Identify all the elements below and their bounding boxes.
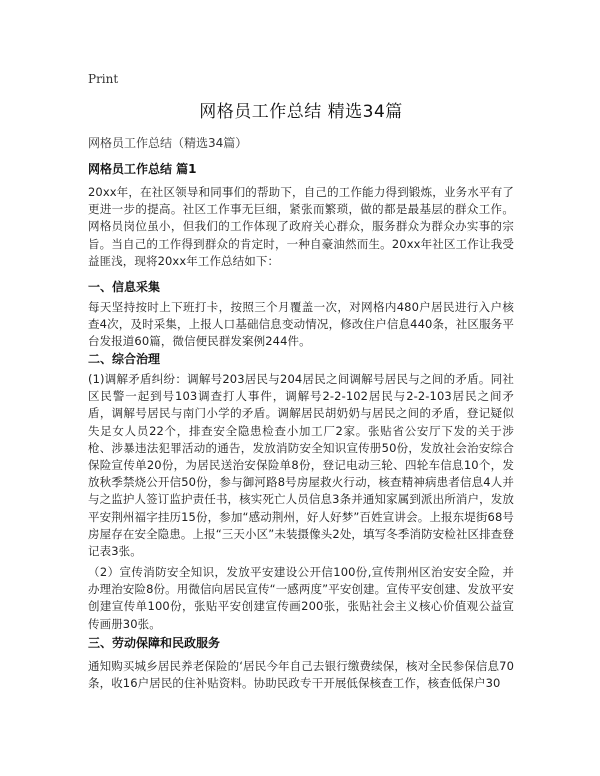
- labor-civil-paragraph: 通知购买城乡居民养老保险的‘居民今年自己去银行缴费续保，核对全民参保信息70条，收16户居民的住补贴资料。协助民政专干开展低保核查工作，核查低保户30: [88, 659, 514, 691]
- section-heading-governance: 二、综合治理: [88, 352, 161, 366]
- print-link[interactable]: Print: [88, 72, 119, 86]
- document-page: [88, 0, 514, 776]
- intro-paragraph: 20xx年，在社区领导和同事们的帮助下，自己的工作能力得到锻炼，业务水平有了更进一步的提高。社区工作事无巨细，紧张而繁琐，做的都是最基层的群众工作。网格员岗位虽小，但我们的工作体现了政府关心群众，服务群众为群众办实事的宗旨。当自己的工作得到群众的肯定时，一种自豪油然而生。20xx年社区工作让我受益匪浅，现将20xx年工作总结如下：: [88, 185, 514, 268]
- page-title: 网格员工作总结 精选34篇: [199, 102, 403, 122]
- governance-paragraph-1: (1)调解矛盾纠纷：调解号203居民与204居民之间调解号居民与之间的矛盾。同社区民警一起到号103调查打人事件，调解号2-2-102居民与2-2-103居民之间矛盾，调解号居民与南门小学的矛盾。调解居民胡奶奶与居民之间的矛盾，登记疑似失足女人员22个，排查安全隐患检查小加工厂2家。张贴省公安厅下发的关于涉枪、涉暴违法犯罪活动的通告，发放消防安全知识宣传册50份，发放社会治安综合保险宣传单20份，为居民送治安保险单8份，登记电动三轮、四轮车信息10个，发放秋季禁烧公开信50份，参与御河路8号房屋救火行动，核查精神病患者信息4人并与之监护人签订监护责任书，核实死亡人员信息3条并通知家属到派出所消户，发放平安荆州福字挂历15份，参加“感动荆州，好人好梦”百姓宣讲会。上报东堤街68号房屋存在安全隐患。上报“三天小区”未装摄像头2处，填写冬季消防安检社区排查登记表3张。: [88, 372, 514, 559]
- governance-paragraph-2: （2）宣传消防安全知识，发放平安建设公开信100份,宣传荆州区治安安全险，并办理治安险8份。用微信向居民宣传“一感两度”平安创建。宣传平安创建、发放平安创建宣传单100份，张贴平安创建宣传画200张，张贴社会主义核心价值观公益宣传画册30张。: [88, 565, 514, 631]
- article-heading: 网格员工作总结 篇1: [88, 162, 197, 176]
- section-heading-info-collection: 一、信息采集: [88, 280, 161, 294]
- info-collection-paragraph: 每天坚持按时上下班打卡，按照三个月覆盖一次，对网格内480户居民进行入户核查4次，及时采集，上报人口基础信息变动情况，修改住户信息440条，社区服务平台发报道60篇，微信便民群发案例244件。: [88, 300, 514, 349]
- section-heading-labor-civil: 三、劳动保障和民政服务: [88, 636, 221, 650]
- document-subtitle: 网格员工作总结（精选34篇）: [88, 136, 248, 150]
